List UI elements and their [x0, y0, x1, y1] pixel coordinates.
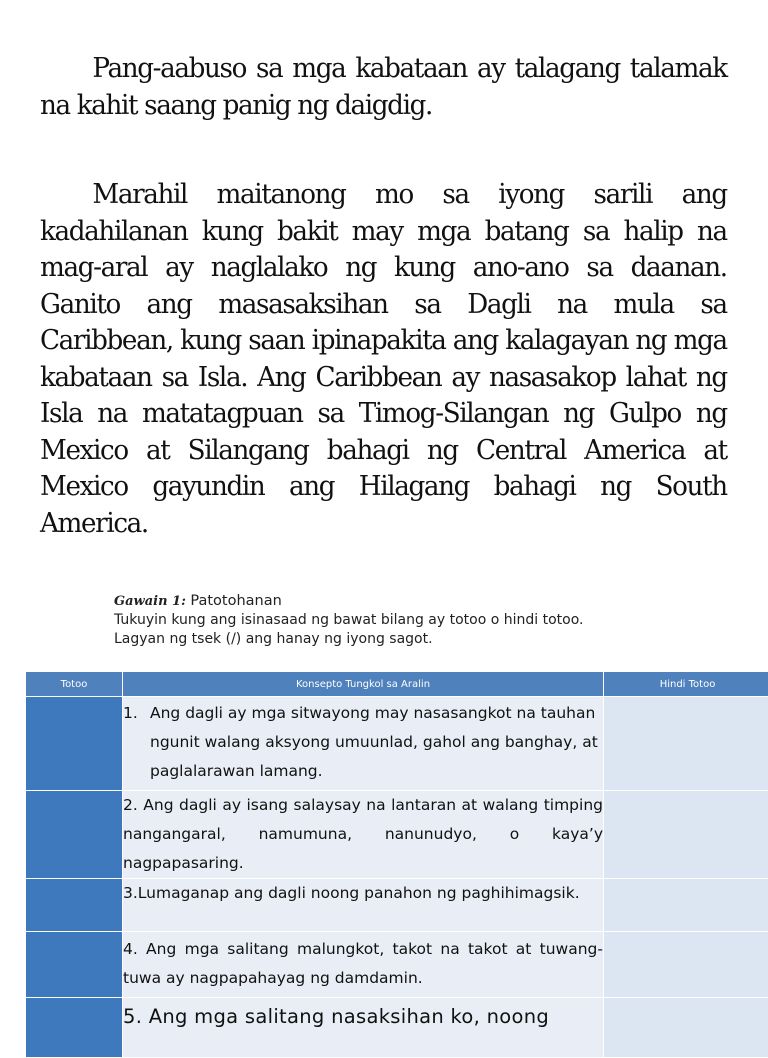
- hindi-totoo-answer-cell[interactable]: [604, 697, 768, 791]
- hindi-totoo-answer-cell[interactable]: [604, 932, 768, 998]
- statement-text: 2. Ang dagli ay isang salaysay na lantaran at walang timping nangangaral, namumuna, nanunudyo, o kaya’y nagpapasaring.: [123, 796, 603, 872]
- header-konsepto: Konsepto Tungkol sa Aralin: [123, 672, 604, 697]
- totoo-answer-cell[interactable]: [26, 932, 123, 998]
- answer-table: [25, 671, 768, 1058]
- table-row: [26, 932, 768, 998]
- totoo-answer-cell[interactable]: [26, 697, 123, 791]
- statement-text: 3.Lumaganap ang dagli noong panahon ng paghihimagsik.: [123, 884, 580, 902]
- statement-cell: [123, 879, 604, 932]
- statement-text: 4. Ang mga salitang malungkot, takot na takot at tuwang-tuwa ay nagpapahayag ng damdamin.: [123, 940, 603, 987]
- table-row: [26, 791, 768, 879]
- totoo-answer-cell[interactable]: [26, 998, 123, 1058]
- header-hindi-totoo: Hindi Totoo: [604, 672, 768, 697]
- table-header-row: [26, 672, 768, 697]
- statement-number: 1.: [123, 699, 150, 786]
- header-totoo: Totoo: [26, 672, 123, 697]
- activity-instructions: [114, 592, 714, 649]
- totoo-answer-cell[interactable]: [26, 791, 123, 879]
- table-row: [26, 697, 768, 791]
- activity-label: Gawain 1:: [114, 594, 186, 609]
- activity-instruction-2: Lagyan ng tsek (/) ang hanay ng iyong sagot.: [114, 630, 714, 649]
- hindi-totoo-answer-cell[interactable]: [604, 998, 768, 1058]
- context-paragraph: Marahil maitanong mo sa iyong sarili ang kadahilanan kung bakit may mga batang sa halip na mag-aral ay naglalako ng kung ano-ano sa daanan. Ganito ang masasaksihan sa Dagli na mula sa Caribbean, kung saan ipinapakita ang kalagayan ng mga kabataan sa Isla. Ang Caribbean ay nasasakop lahat ng Isla na matatagpuan sa Timog-Silangan ng Gulpo ng Mexico at Silangang bahagi ng Central America at Mexico gayundin ang Hilagang bahagi ng South America.: [40, 177, 727, 542]
- statement-text: Ang dagli ay mga sitwayong may nasasangkot na tauhan ngunit walang aksyong umuunlad, gahol ang banghay, at paglalarawan lamang.: [150, 699, 603, 786]
- statement-cell: [123, 998, 604, 1058]
- statement-text: 5. Ang mga salitang nasaksihan ko, noong: [123, 1005, 549, 1028]
- hindi-totoo-answer-cell[interactable]: [604, 791, 768, 879]
- table-row: [26, 998, 768, 1058]
- activity-heading: [114, 592, 714, 611]
- activity-instruction-1: Tukuyin kung ang isinasaad ng bawat bilang ay totoo o hindi totoo.: [114, 611, 714, 630]
- activity-title: Patotohanan: [190, 593, 281, 609]
- intro-paragraph: Pang-aabuso sa mga kabataan ay talagang talamak na kahit saang panig ng daigdig.: [40, 51, 727, 124]
- statement-cell: [123, 932, 604, 998]
- hindi-totoo-answer-cell[interactable]: [604, 879, 768, 932]
- totoo-answer-cell[interactable]: [26, 879, 123, 932]
- statement-cell: [123, 791, 604, 879]
- table-row: [26, 879, 768, 932]
- statement-cell: [123, 697, 604, 791]
